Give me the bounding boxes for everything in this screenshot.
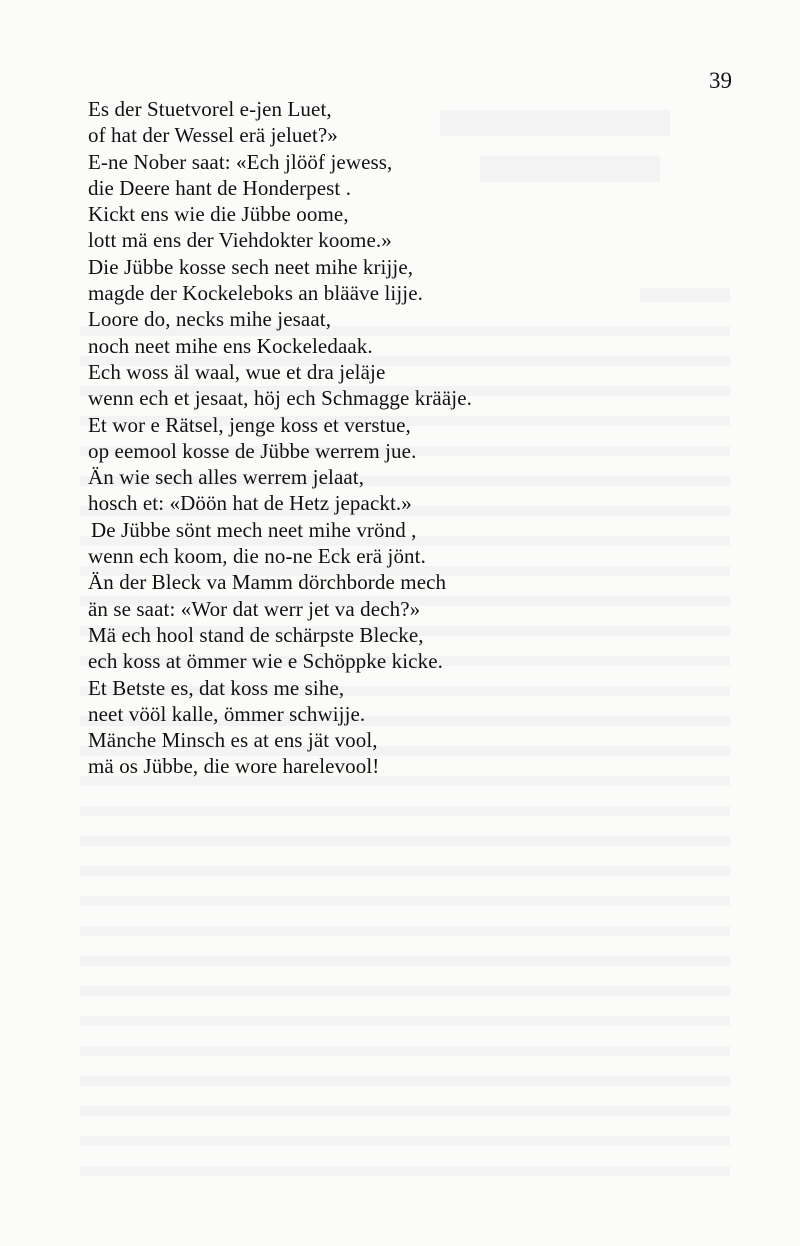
poem-line: op eemool kosse de Jübbe werrem jue. [88,438,417,463]
poem-line: Et wor e Rätsel, jenge koss et verstue, [88,412,411,437]
poem-line: Es der Stuetvorel e-jen Luet, [88,97,332,121]
poem-line: Et Betste es, dat koss me sihe, [88,675,345,700]
poem-line: mä os Jübbe, die wore harelevool! [88,754,380,779]
poem-line: of hat der Wessel erä jeluet?» [88,123,338,148]
poem-line: än se saat: «Wor dat werr jet va dech?» [88,596,421,621]
poem-line: Kickt ens wie die Jübbe oome, [88,202,349,227]
poem-line: De Jübbe sönt mech neet mihe vrönd , [91,517,417,542]
poem-line: neet vööl kalle, ömmer schwijje. [88,701,366,726]
poem-line: lott mä ens der Viehdokter koome.» [88,228,392,253]
poem-line: wenn ech koom, die no-ne Eck erä jönt. [88,544,426,569]
poem-line: Mänche Minsch es at ens jät vool, [88,728,378,753]
poem [88,96,728,780]
poem-line: Än wie sech alles werrem jelaat, [88,465,365,490]
poem-line: wenn ech et jesaat, höj ech Schmagge krääje. [88,386,472,411]
poem-line: Ech woss äl waal, wue et dra jeläje [88,359,386,384]
poem-line: Loore do, necks mihe jesaat, [88,307,332,332]
poem-line: Mä ech hool stand de schärpste Blecke, [88,622,424,647]
poem-line: magde der Kockeleboks an blääve lijje. [88,281,424,306]
page-number: 39 [709,68,732,93]
poem-line: hosch et: «Döön hat de Hetz jepackt.» [88,491,412,516]
poem-line: E-ne Nober saat: «Ech jlööf jewess, [88,149,393,174]
poem-line: die Deere hant de Honderpest . [88,175,352,200]
poem-line: Än der Bleck va Mamm dörchborde mech [88,570,447,595]
poem-line: ech koss at ömmer wie e Schöppke kicke. [88,649,443,674]
poem-line: Die Jübbe kosse sech neet mihe krijje, [88,254,414,279]
poem-line: noch neet mihe ens Kockeledaak. [88,333,373,358]
